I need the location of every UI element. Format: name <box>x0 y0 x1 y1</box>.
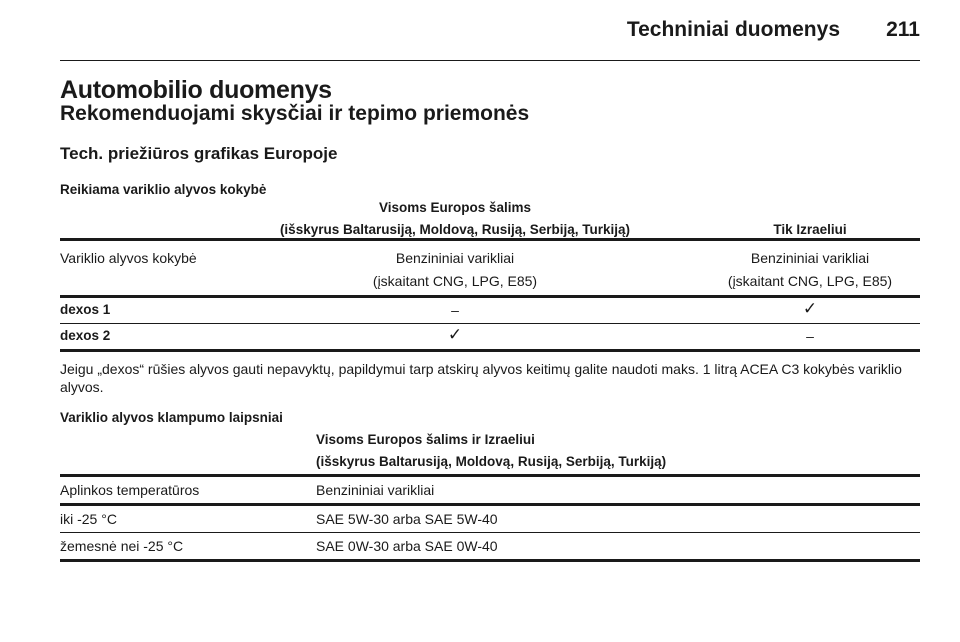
europe-header-line1: Visoms Europos šalims <box>378 200 532 215</box>
table-row <box>60 241 920 293</box>
page-header-title: Techniniai duomenys <box>626 18 840 41</box>
oil-quality-table-header <box>60 200 920 238</box>
europe-engine-line1: Benzininiai varikliai <box>395 250 515 266</box>
oil-note: Jeigu „dexos“ rūšies alyvos gauti nepavyktų, papildymui tarp atskirų alyvos keitimų galite naudoti maks. 1 litrą ACEA C3 kokybės variklio alyvos. <box>60 361 902 395</box>
table-row <box>60 298 920 323</box>
israel-engine-line1: Benzininiai varikliai <box>750 250 870 266</box>
section-subheading: Rekomenduojami skysčiai ir tepimo priemonės <box>60 102 530 125</box>
table-row <box>60 324 920 349</box>
maintenance-heading: Tech. priežiūros grafikas Europoje <box>60 144 338 163</box>
viscosity-header-line1: Visoms Europos šalims ir Izraeliui <box>316 432 535 447</box>
viscosity-table-header <box>60 432 920 474</box>
table-rule <box>60 559 920 562</box>
oil-quality-title: Reikiama variklio alyvos kokybė <box>60 182 267 197</box>
temp-range: žemesnė nei -25 °C <box>60 538 184 554</box>
table-row <box>60 477 920 503</box>
header-divider <box>60 60 920 61</box>
oil-quality-label: Variklio alyvos kokybė <box>60 250 197 266</box>
oil-quality-table <box>60 200 920 352</box>
dexos1-label: dexos 1 <box>60 302 111 317</box>
dexos2-label: dexos 2 <box>60 328 111 343</box>
viscosity-title: Variklio alyvos klampumo laipsniai <box>60 410 283 425</box>
engine-type-label: Benzininiai varikliai <box>316 482 435 498</box>
check-icon: ✓ <box>802 299 818 318</box>
section-heading: Automobilio duomenys <box>60 76 332 104</box>
dexos1-europe-value: – <box>451 302 459 318</box>
europe-header-line2: (išskyrus Baltarusiją, Moldovą, Rusiją, Serbiją, Turkiją) <box>279 222 631 237</box>
dexos2-israel-value: – <box>806 328 814 344</box>
israel-engine-line2: (įskaitant CNG, LPG, E85) <box>727 273 893 289</box>
table-row <box>60 533 920 559</box>
viscosity-grade: SAE 5W-30 arba SAE 5W-40 <box>316 511 498 527</box>
temp-range: iki -25 °C <box>60 511 117 527</box>
table-rule <box>60 349 920 352</box>
europe-engine-line2: (įskaitant CNG, LPG, E85) <box>372 273 538 289</box>
viscosity-grade: SAE 0W-30 arba SAE 0W-40 <box>316 538 498 554</box>
viscosity-table <box>60 432 920 562</box>
ambient-temp-label: Aplinkos temperatūros <box>60 482 200 498</box>
viscosity-header-line2: (išskyrus Baltarusiją, Moldovą, Rusiją, Serbiją, Turkiją) <box>316 454 667 469</box>
check-icon: ✓ <box>447 325 463 344</box>
israel-header: Tik Izraeliui <box>773 222 847 237</box>
table-row <box>60 506 920 532</box>
page-number: 211 <box>886 18 920 41</box>
